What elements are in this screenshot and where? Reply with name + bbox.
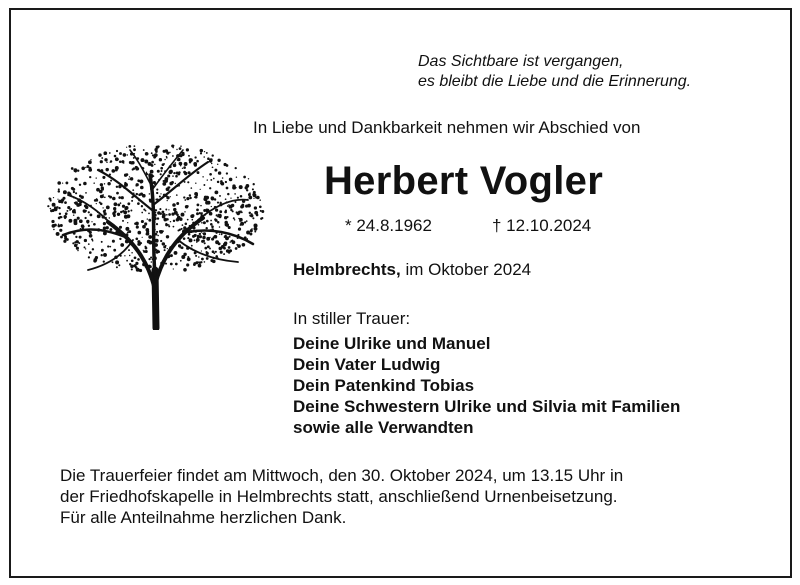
ceremony-line-3: Für alle Anteilnahme herzlichen Dank. — [60, 508, 347, 527]
quote-line-1: Das Sichtbare ist vergangen, — [418, 53, 624, 70]
ceremony-line-1: Die Trauerfeier findet am Mittwoch, den 30. Oktober 2024, um 13.15 Uhr in — [60, 466, 624, 485]
place-date: im Oktober 2024 — [405, 260, 532, 279]
mourning-intro: In stiller Trauer: — [293, 309, 411, 328]
ceremony-info — [60, 465, 623, 528]
birth-date: * 24.8.1962 — [345, 216, 432, 235]
place-and-date — [293, 260, 531, 280]
death-date: † 12.10.2024 — [492, 216, 592, 235]
ceremony-line-2: der Friedhofskapelle in Helmbrechts statt, anschließend Urnenbeisetzung. — [60, 487, 618, 506]
mourner-item: Deine Ulrike und Manuel — [293, 334, 491, 353]
deceased-name: Herbert Vogler — [324, 159, 604, 203]
farewell-intro: In Liebe und Dankbarkeit nehmen wir Abschied von — [253, 118, 641, 137]
quote-line-2: es bleibt die Liebe und die Erinnerung. — [418, 73, 692, 90]
tree-icon — [38, 140, 268, 330]
memorial-quote — [418, 52, 691, 92]
place-city: Helmbrechts, — [293, 260, 401, 279]
mourner-item: Dein Patenkind Tobias — [293, 376, 475, 395]
mourner-item: sowie alle Verwandten — [293, 418, 474, 437]
mourner-item: Deine Schwestern Ulrike und Silvia mit Familien — [293, 397, 681, 416]
mourner-item: Dein Vater Ludwig — [293, 355, 441, 374]
mourners-list — [293, 333, 680, 438]
